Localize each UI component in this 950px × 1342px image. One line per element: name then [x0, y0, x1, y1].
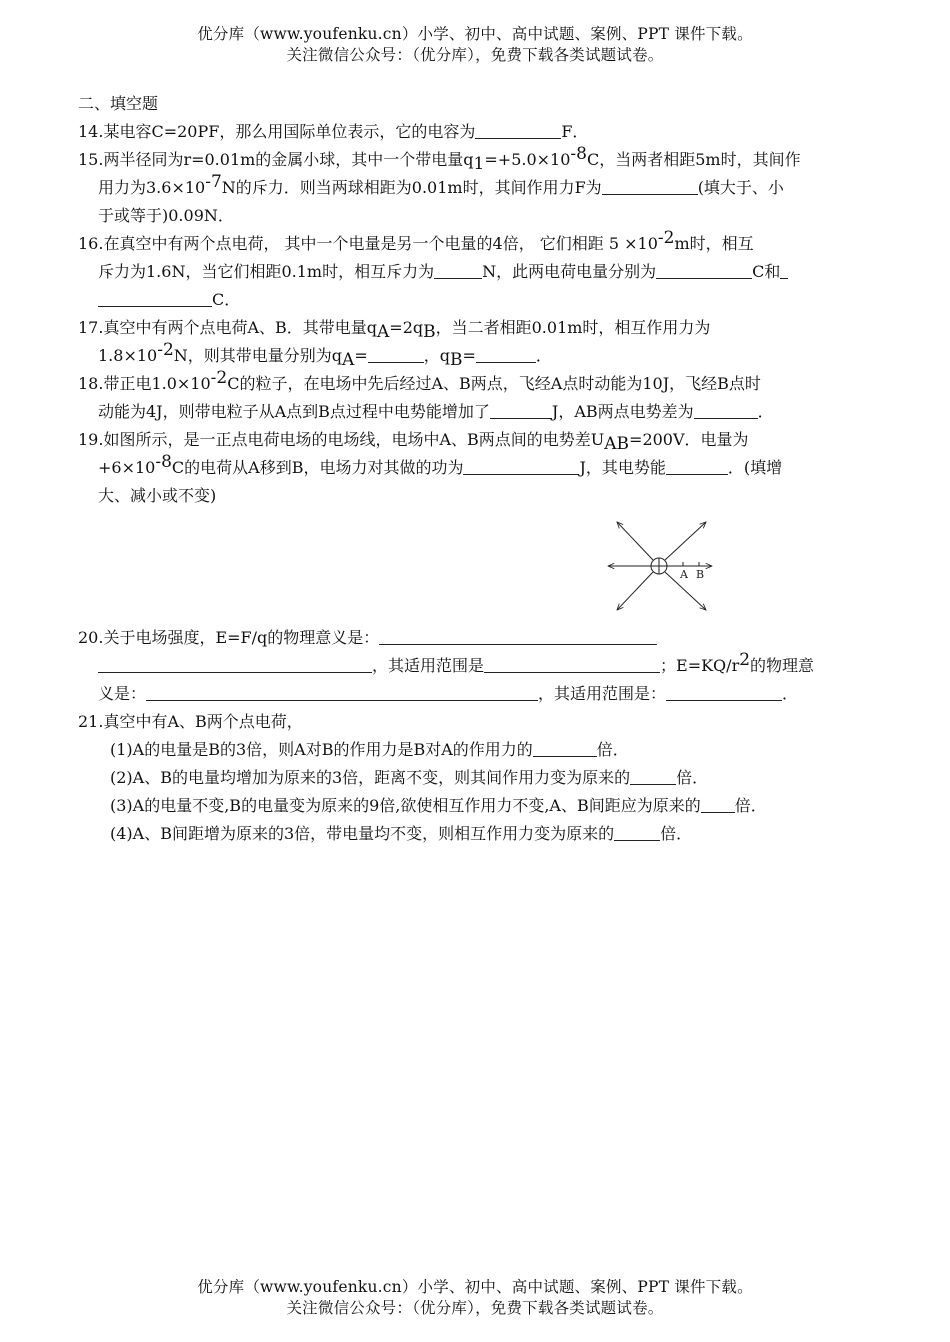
question-21-part-2: (2)A、B的电量均增加为原来的3倍，距离不变，则其间作用力变为原来的 倍． [110, 768, 709, 787]
answer-blank[interactable] [146, 682, 538, 701]
field-line-down-left [617, 572, 653, 610]
question-21-part-4: (4)A、B间距增为原来的3倍，带电量均不变，则相互作用力变为原来的 倍． [110, 824, 693, 843]
answer-blank[interactable] [780, 260, 788, 279]
answer-blank[interactable] [368, 344, 424, 363]
question-15-cont: 用力为$3.6\times 10^{-7}N$的斥力．则当两球相距为0.01m时，其间作用力F为 (填大于、小 [98, 172, 784, 197]
question-20-cont: 义是： ，其适用范围是： ． [98, 684, 799, 703]
answer-blank[interactable] [630, 766, 676, 785]
question-16: 16.在真空中有两个点电荷， 其中一个电量是另一个电量的4倍， 它们相距 $5 \times 10^{-2}m$时，相互 [78, 228, 754, 253]
question-16-cont: C． [78, 286, 868, 314]
question-17-cont: $1.8\times 10^{-2}N$，则其带电量分别为$q_A=$ ，$q_B=$ ． [98, 340, 552, 370]
answer-blank[interactable] [476, 344, 536, 363]
answer-blank[interactable] [484, 654, 660, 673]
answer-blank[interactable] [666, 456, 728, 475]
figure-spacer [78, 510, 868, 624]
section-title: 二、填空题 [78, 94, 159, 113]
answer-blank[interactable] [475, 120, 561, 139]
question-14: 14.某电容C=20PF，那么用国际单位表示，它的电容为 F． [78, 122, 589, 141]
question-20-cont: ，其适用范围是 ；$E=KQ/r^2$的物理意 [78, 652, 868, 680]
field-line-up-right [665, 522, 706, 560]
answer-blank[interactable] [614, 822, 660, 841]
question-content [78, 90, 868, 848]
answer-blank[interactable] [694, 400, 758, 419]
question-20: 20.关于电场强度，E=F/q的物理意义是： [78, 624, 868, 652]
header-line-1: 优分库（www.youfenku.cn）小学、初中、高中试题、案例、PPT 课件下载。 [197, 25, 753, 43]
electric-field-figure [604, 517, 716, 617]
question-21: 21.真空中有A、B两个点电荷， [78, 712, 303, 731]
question-15-cont: 于或等于)0.09N． [98, 206, 234, 225]
answer-blank[interactable] [656, 260, 752, 279]
answer-blank[interactable] [701, 794, 735, 813]
question-19-cont: 大、减小或不变) [98, 486, 217, 505]
question-16-cont: 斥力为1.6N，当它们相距0.1m时，相互斥力为 N，此两电荷电量分别为 C和 [78, 258, 868, 286]
field-line-up-left [617, 522, 653, 560]
question-15: 15.两半径同为r=0.01m的金属小球，其中一个带电量$q_1=+5.0\times 10^{-8}C$，当两者相距5m时，其间作 [78, 144, 801, 174]
answer-blank[interactable] [490, 400, 552, 419]
question-21-part-3: (3)A的电量不变,B的电量变为原来的9倍,欲使相互作用力不变,A、B间距应为原来的 倍． [110, 796, 767, 815]
answer-blank[interactable] [463, 456, 579, 475]
footer-line-2: 关注微信公众号：（优分库），免费下载各类试题试卷。 [286, 1299, 664, 1317]
answer-blank[interactable] [533, 738, 597, 757]
question-21-part-1: (1)A的电量是B的3倍，则A对B的作用力是B对A的作用力的 倍． [110, 740, 629, 759]
question-19: 19.如图所示，是一正点电荷电场的电场线，电场中A、B两点间的电势差$U_{AB}=200V$．电量为 [78, 430, 749, 454]
point-a-label: A [680, 568, 688, 581]
header-line-2: 关注微信公众号：（优分库），免费下载各类试题试卷。 [286, 46, 664, 64]
answer-blank[interactable] [379, 626, 657, 645]
answer-blank[interactable] [98, 288, 212, 307]
question-18-cont: 动能为4J，则带电粒子从A点到B点过程中电势能增加了 J，AB两点电势差为 ． [98, 402, 774, 421]
page-footer [0, 1277, 950, 1319]
question-17: 17.真空中有两个点电荷A、B．其带电量$q_A=2q_B$，当二者相距0.01m时，相互作用力为 [78, 318, 711, 342]
answer-blank[interactable] [666, 682, 782, 701]
answer-blank[interactable] [602, 176, 698, 195]
point-b-label: B [696, 568, 705, 581]
page-header [0, 24, 950, 66]
footer-line-1: 优分库（www.youfenku.cn）小学、初中、高中试题、案例、PPT 课件下载。 [197, 1278, 753, 1296]
question-19-cont: $+6\times 10^{-8}C$的电荷从A移到B，电场力对其做的功为 J，其电势能 ．(填增 [98, 452, 783, 477]
answer-blank[interactable] [434, 260, 482, 279]
answer-blank[interactable] [98, 654, 372, 673]
question-18: 18.带正电$1.0\times 10^{-2}C$的粒子，在电场中先后经过A、B两点，飞经A点时动能为10J，飞经B点时 [78, 368, 761, 393]
